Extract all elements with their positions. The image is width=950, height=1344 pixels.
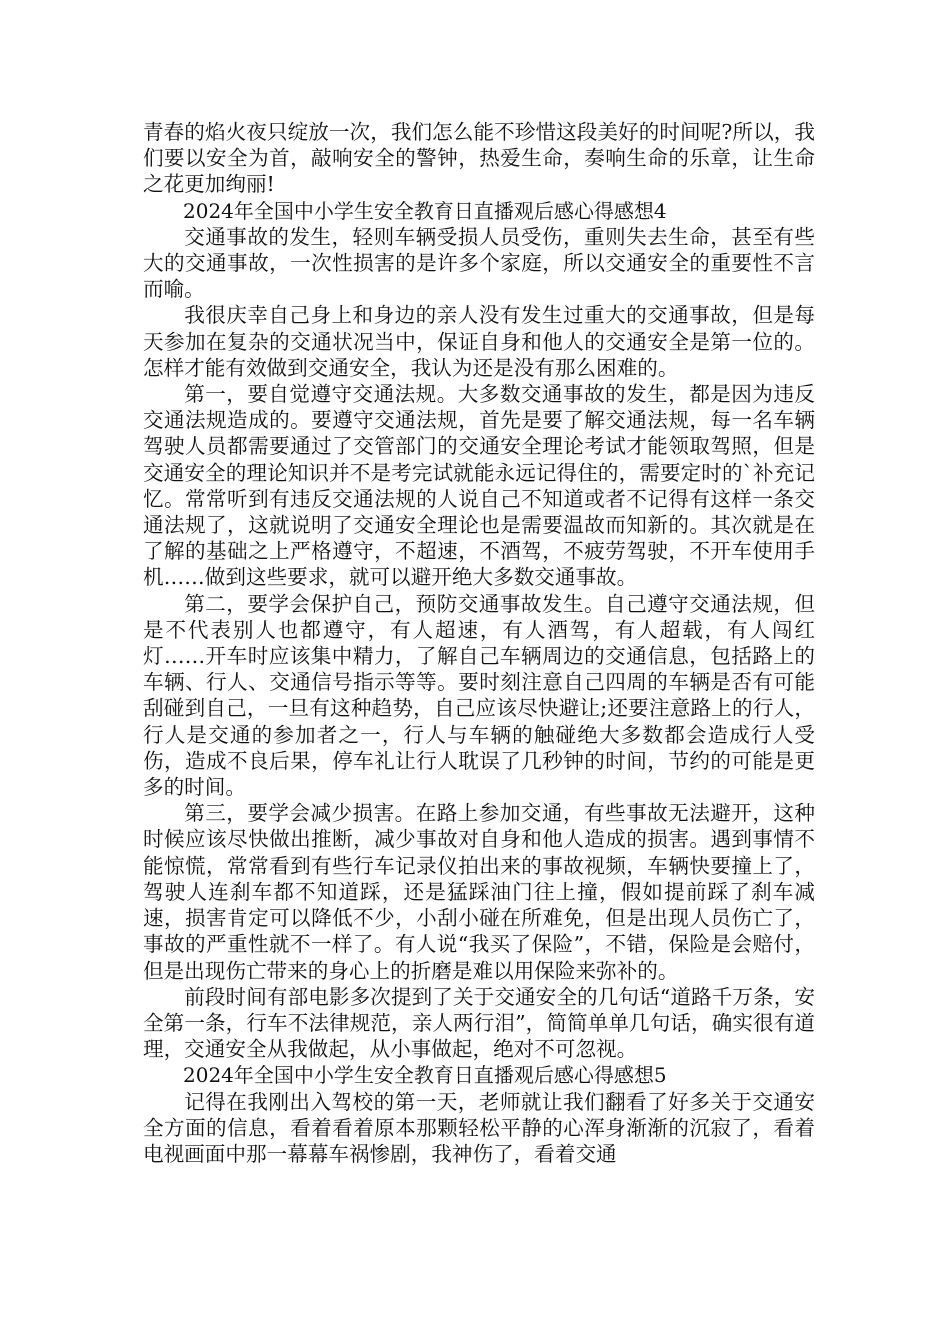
section-heading-5: 2024年全国中小学生安全教育日直播观后感心得感想5 — [183, 1063, 667, 1088]
paragraph: 第一，要自觉遵守交通法规。大多数交通事故的发生，都是因为违反交通法规造成的。要遵守交通法规，首先是要了解交通法规，每一名车辆驾驶人员都需要通过了交管部门的交通安全理论考试才能领取驾照，但是交通安全的理论知识并不是考完试就能永远记得住的，需要定时的`补充记忆。常常听到有违反交通法规的人说自己不知道或者不记得有这样一条交通法规了，这就说明了交通安全理论也是需要温故而知新的。其次就是在了解的基础之上严格遵守，不超速，不酒驾，不疲劳驾驶，不开车使用手机……做到这些要求，就可以避开绝大多数交通事故。 — [143, 382, 815, 590]
section-heading-4: 2024年全国中小学生安全教育日直播观后感心得感想4 — [183, 198, 667, 223]
paragraph: 第三，要学会减少损害。在路上参加交通，有些事故无法避开，这种时候应该尽快做出推断，减少事故对自身和他人造成的损害。遇到事情不能惊慌，常常看到有些行车记录仪拍出来的事故视频，车辆快要撞上了，驾驶人连刹车都不知道踩，还是猛踩油门往上撞，假如提前踩了刹车减速，损害肯定可以降低不少，小刮小碰在所难免，但是出现人员伤亡了，事故的严重性就不一样了。有人说“我买了保险”，不错，保险是会赔付，但是出现伤亡带来的身心上的折磨是难以用保险来弥补的。 — [143, 801, 815, 983]
paragraph: 交通事故的发生，轻则车辆受损人员受伤，重则失去生命，甚至有些大的交通事故，一次性损害的是许多个家庭，所以交通安全的重要性不言而喻。 — [143, 224, 815, 302]
paragraph: 我很庆幸自己身上和身边的亲人没有发生过重大的交通事故，但是每天参加在复杂的交通状况当中，保证自身和他人的交通安全是第一位的。怎样才能有效做到交通安全，我认为还是没有那么困难的。 — [143, 303, 815, 380]
paragraph: 前段时间有部电影多次提到了关于交通安全的几句话“道路千万条，安全第一条，行车不法律规范，亲人两行泪”，简简单单几句话，确实很有道理，交通安全从我做起，从小事做起，绝对不可忽视。 — [143, 984, 815, 1062]
paragraph-intro: 青春的焰火夜只绽放一次，我们怎么能不珍惜这段美好的时间呢?所以，我们要以安全为首，敲响安全的警钟，热爱生命，奏响生命的乐章，让生命之花更加绚丽! — [143, 120, 815, 197]
paragraph: 记得在我刚出入驾校的第一天，老师就让我们翻看了好多关于交通安全方面的信息，看着看着原本那颗轻松平静的心浑身渐渐的沉寂了，看着电视画面中那一幕幕车祸惨剧，我神伤了，看着交通 — [143, 1089, 815, 1166]
paragraph: 第二，要学会保护自己，预防交通事故发生。自己遵守交通法规，但是不代表别人也都遵守，有人超速，有人酒驾，有人超载，有人闯红灯……开车时应该集中精力，了解自己车辆周边的交通信息，包括路上的车辆、行人、交通信号指示等等。要时刻注意自己四周的车辆是否有可能刮碰到自己，一旦有这种趋势，自己应该尽快避让;还要注意路上的行人，行人是交通的参加者之一，行人与车辆的触碰绝大多数都会造成行人受伤，造成不良后果，停车礼让行人耽误了几秒钟的时间，节约的可能是更多的时间。 — [143, 591, 815, 800]
document-page — [143, 119, 815, 1167]
